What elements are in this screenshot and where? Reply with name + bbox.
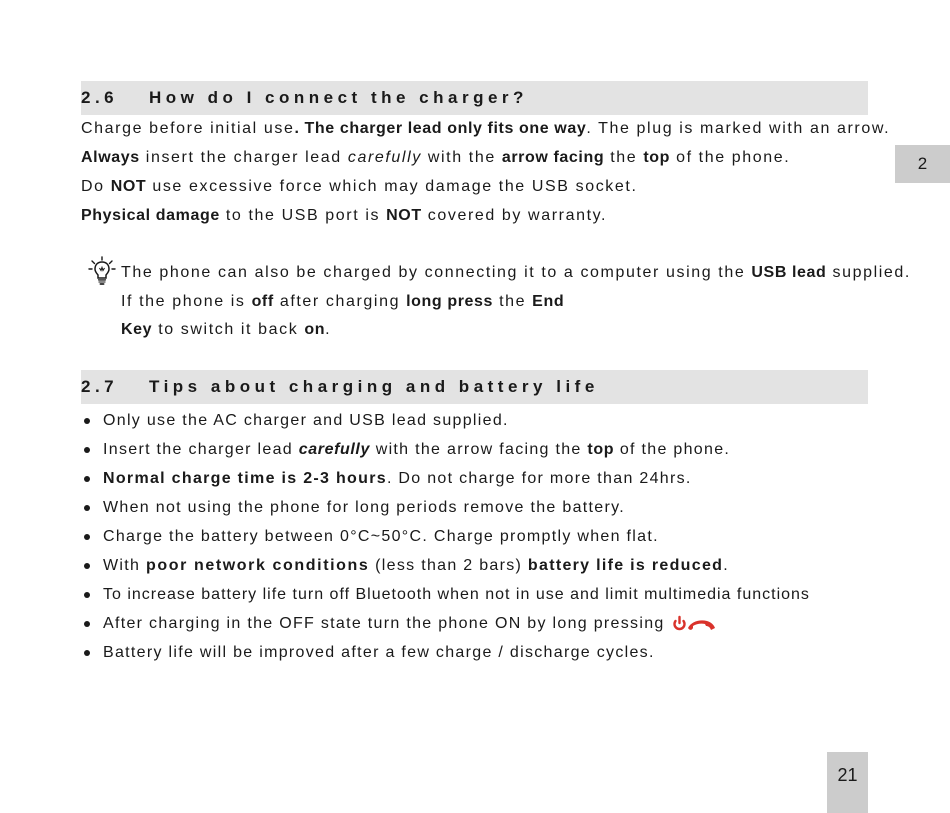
- page-number: 21: [827, 752, 868, 813]
- section-title: How do I connect the charger?: [149, 88, 528, 107]
- tip-line-1: [121, 263, 911, 283]
- text-run-bold-italic: carefully: [298, 441, 370, 458]
- text-run-bold: long press: [406, 293, 494, 310]
- text-run: Only use the AC charger and USB lead supplied.: [103, 412, 509, 429]
- charger-line-3: [81, 177, 638, 197]
- list-item: [81, 493, 810, 522]
- text-run: insert the charger lead: [139, 149, 348, 166]
- text-run: to the USB port is: [219, 207, 387, 224]
- text-run-bold: arrow facing: [501, 149, 605, 166]
- text-run: . The plug is marked with an arrow.: [586, 120, 891, 137]
- section-number: 2.6: [81, 88, 119, 107]
- text-run: of the phone.: [614, 441, 731, 458]
- text-run-bold: on: [304, 321, 326, 338]
- text-run: When not using the phone for long periods remove the battery.: [103, 499, 625, 516]
- text-run-bold: NOT: [386, 207, 422, 224]
- text-run: If the phone is: [121, 293, 252, 310]
- list-item: [81, 609, 810, 638]
- text-run-bold: battery life is reduced: [527, 557, 724, 574]
- lightbulb-icon: [88, 256, 116, 288]
- text-run-bold: Physical damage: [81, 207, 220, 224]
- bullet-dot: [84, 505, 90, 511]
- section-header-2-7: [81, 370, 868, 404]
- text-run: supplied.: [826, 264, 911, 281]
- text-run-bold: top: [587, 441, 615, 458]
- bullet-dot: [84, 563, 90, 569]
- text-run-italic: carefully: [347, 149, 422, 166]
- text-run: .: [723, 557, 729, 574]
- tips-bullet-list: [81, 406, 810, 667]
- tip-line-2: [121, 292, 564, 312]
- text-run: covered by warranty.: [421, 207, 608, 224]
- list-item: [81, 522, 810, 551]
- text-run: after charging: [273, 293, 407, 310]
- text-run: Do: [81, 178, 111, 195]
- text-run: with the: [421, 149, 502, 166]
- text-run: to switch it back: [152, 321, 305, 338]
- text-run-bold: poor network conditions: [145, 557, 370, 574]
- bullet-dot: [84, 621, 90, 627]
- text-run: Insert the charger lead: [103, 441, 299, 458]
- section-header-2-6: [81, 81, 868, 115]
- list-item: [81, 464, 810, 493]
- tip-line-3: [121, 320, 331, 340]
- list-item: [81, 435, 810, 464]
- text-run: of the phone.: [670, 149, 791, 166]
- list-item: [81, 580, 810, 609]
- text-run-bold: End: [532, 293, 565, 310]
- text-run-bold: Normal charge time is 2-3 hours: [103, 470, 387, 487]
- text-run: use excessive force which may damage the USB socket.: [146, 178, 638, 195]
- text-run: Charge the battery between 0°C~50°C. Charge promptly when flat.: [103, 528, 659, 545]
- bullet-dot: [84, 650, 90, 656]
- text-run: Battery life will be improved after a few charge / discharge cycles.: [103, 644, 655, 661]
- text-run: the: [493, 293, 533, 310]
- text-run-bold: Always: [81, 149, 140, 166]
- text-run: To increase battery life turn off Bluetooth when not in use and limit multimedia functions: [103, 586, 810, 603]
- chapter-tab: 2: [895, 145, 950, 183]
- bullet-dot: [84, 418, 90, 424]
- text-run: with the arrow facing the: [369, 441, 588, 458]
- bullet-dot: [84, 592, 90, 598]
- bullet-dot: [84, 447, 90, 453]
- text-run-bold: Key: [121, 321, 153, 338]
- text-run-bold: top: [643, 149, 671, 166]
- text-run: .: [325, 321, 332, 338]
- section-number: 2.7: [81, 377, 119, 396]
- text-run: With: [103, 557, 146, 574]
- text-run: The phone can also be charged by connecting it to a computer using the: [121, 264, 752, 281]
- bullet-dot: [84, 534, 90, 540]
- text-run: the: [604, 149, 644, 166]
- text-run-bold: NOT: [110, 178, 147, 195]
- text-run-bold: off: [251, 293, 274, 310]
- text-run: Charge before initial use: [81, 120, 295, 137]
- text-run-bold: USB lead: [751, 264, 827, 281]
- bullet-dot: [84, 476, 90, 482]
- list-item: [81, 638, 810, 667]
- text-run-bold: . The charger lead only fits one way: [294, 120, 587, 137]
- text-run: After charging in the OFF state turn the phone ON by long pressing: [103, 615, 665, 632]
- list-item: [81, 406, 810, 435]
- charger-line-1: [81, 119, 890, 139]
- end-call-power-key-icon: [671, 613, 717, 635]
- charger-line-4: [81, 206, 607, 226]
- section-title: Tips about charging and battery life: [149, 377, 599, 396]
- charger-line-2: [81, 148, 790, 168]
- list-item: [81, 551, 810, 580]
- text-run: . Do not charge for more than 24hrs.: [386, 470, 692, 487]
- text-run: (less than 2 bars): [369, 557, 528, 574]
